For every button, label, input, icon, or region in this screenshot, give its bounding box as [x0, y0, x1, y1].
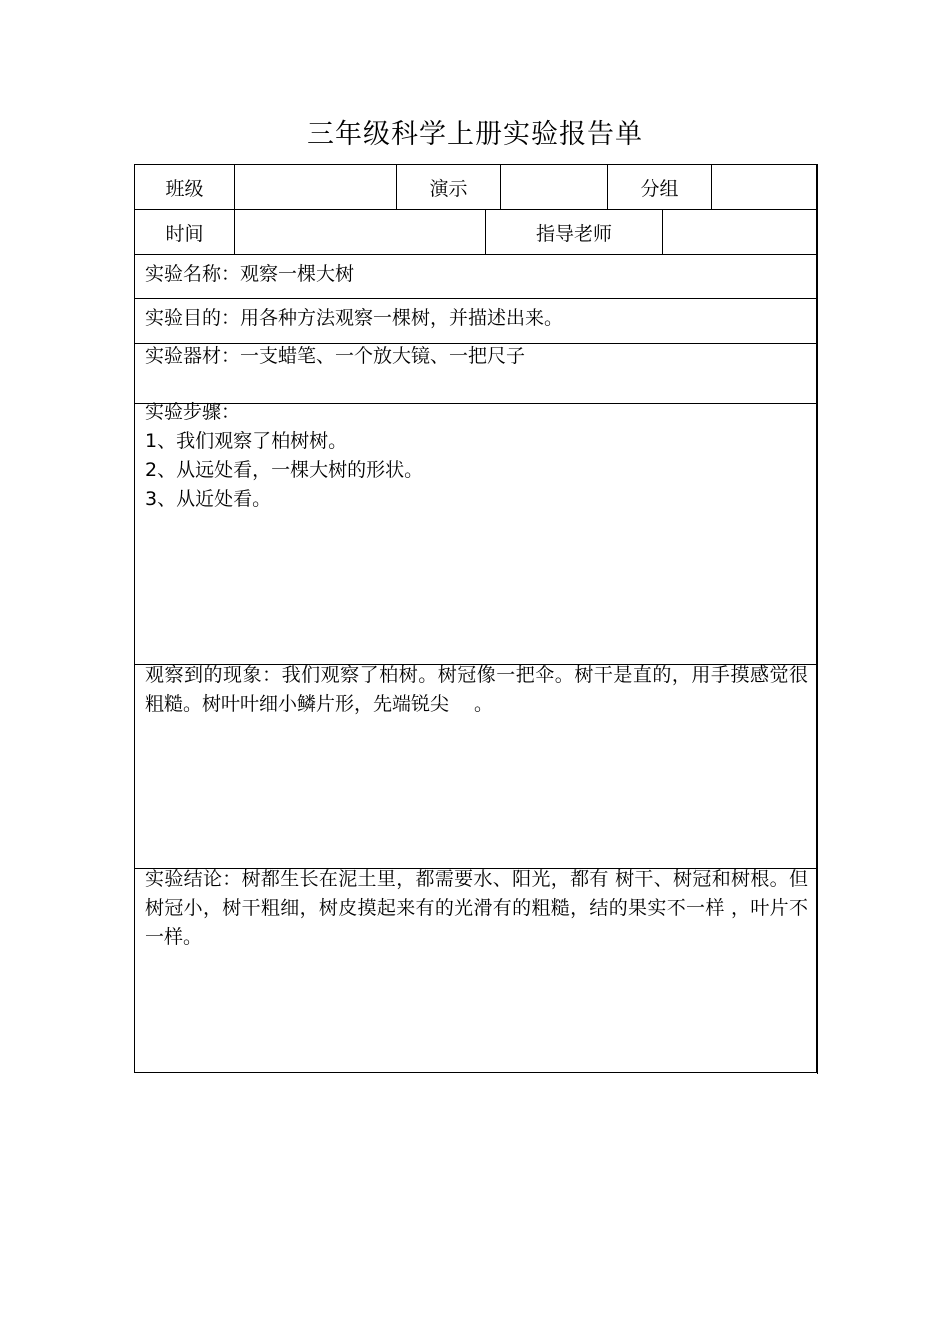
header-row-2: [135, 210, 816, 255]
demo-label: 演示: [397, 165, 501, 209]
experiment-steps-row: [135, 401, 816, 665]
time-label: 时间: [135, 210, 235, 254]
experiment-materials-row: [135, 344, 816, 404]
class-field[interactable]: [235, 165, 397, 209]
conclusion-text: 实验结论：树都生长在泥土里，都需要水、阳光，都有 树干、树冠和树根。但树冠小，树干粗细，树皮摸起来有的光滑有的粗糙，结的果实不一样 ，叶片不一样。: [145, 868, 808, 948]
table-right-edge: [817, 164, 818, 1074]
demo-field[interactable]: [501, 165, 608, 209]
step-item-1: 1、我们观察了柏树树。: [145, 430, 348, 452]
report-table: [134, 164, 817, 1073]
experiment-purpose: 实验目的：用各种方法观察一棵树，并描述出来。: [145, 307, 564, 329]
step-item-3: 3、从近处看。: [145, 488, 272, 510]
header-row-1: [135, 165, 816, 210]
steps-heading: 实验步骤：: [145, 401, 241, 423]
group-field[interactable]: [712, 165, 816, 209]
teacher-field[interactable]: [663, 210, 816, 254]
group-label: 分组: [608, 165, 712, 209]
step-item-2: 2、从远处看，一棵大树的形状。: [145, 459, 424, 481]
page-title: 三年级科学上册实验报告单: [307, 119, 643, 150]
time-field[interactable]: [235, 210, 486, 254]
experiment-purpose-row: [135, 299, 816, 344]
phenomenon-row: [135, 665, 816, 869]
phenomenon-text: 观察到的现象：我们观察了柏树。树冠像一把伞。树干是直的，用手摸感觉很粗糙。树叶叶细小鳞片形，先端锐尖 。: [145, 664, 808, 715]
experiment-name: 实验名称：观察一棵大树: [145, 263, 355, 285]
class-label: 班级: [135, 165, 235, 209]
experiment-name-row: [135, 255, 816, 299]
teacher-label: 指导老师: [486, 210, 663, 254]
conclusion-row: [135, 869, 816, 1072]
experiment-materials: 实验器材：一支蜡笔、一个放大镜、一把尺子: [145, 345, 526, 367]
experiment-steps: [145, 398, 808, 514]
